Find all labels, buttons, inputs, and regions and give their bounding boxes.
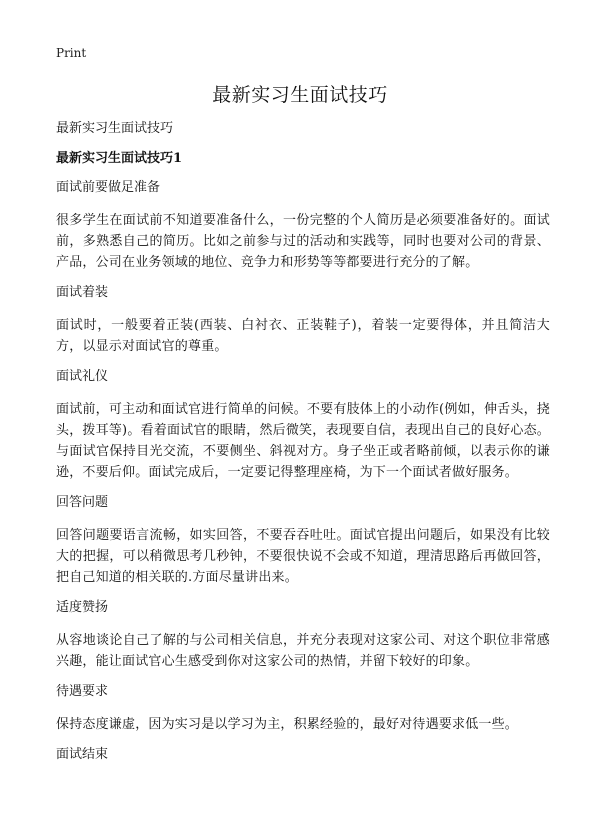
- section-heading-ending: 面试结束: [56, 747, 109, 762]
- section-body-attire: 面试时，一般要着正装(西装、白衬衣、正装鞋子)，着装一定要得体，并且简洁大方，以显示对面试官的尊重。: [56, 318, 550, 354]
- section-heading-answering: 回答问题: [56, 495, 109, 510]
- section-heading-etiquette: 面试礼仪: [56, 369, 109, 384]
- section-body-etiquette: 面试前，可主动和面试官进行简单的问候。不要有肢体上的小动作(例如，伸舌头，挠头，拨耳等)。看着面试官的眼睛，然后微笑，表现要自信，表现出自己的良好心态。与面试官保持目光交流，不要侧坐、斜视对方。身子坐正或者略前倾，以表示你的谦逊，不要后仰。面试完成后，一定要记得整理座椅，为下一个面试者做好服务。: [56, 402, 550, 480]
- print-link[interactable]: Print: [56, 46, 87, 60]
- section-body-praise: 从容地谈论自己了解的与公司相关信息，并充分表现对这家公司、对这个职位非常感兴趣，能让面试官心生感受到你对这家公司的热情，并留下较好的印象。: [56, 633, 550, 669]
- article-heading: 最新实习生面试技巧1: [56, 151, 183, 166]
- section-body-salary: 保持态度谦虚，因为实习是以学习为主，积累经验的，最好对待遇要求低一些。: [56, 717, 519, 732]
- page-title: 最新实习生面试技巧: [212, 84, 388, 106]
- section-heading-praise: 适度赞扬: [56, 600, 109, 615]
- section-body-answering: 回答问题要语言流畅，如实回答，不要吞吞吐吐。面试官提出问题后，如果没有比较大的把握，可以稍微思考几秒钟，不要很快说不会或不知道，理清思路后再做回答，把自己知道的相关联的.方面尽量讲出来。: [56, 528, 550, 585]
- article-content: [56, 118, 550, 777]
- section-body-preparation: 很多学生在面试前不知道要准备什么，一份完整的个人简历是必须要准备好的。面试前，多熟悉自己的简历。比如之前参与过的活动和实践等，同时也要对公司的背景、产品，公司在业务领域的地位、竞争力和形势等等都要进行充分的了解。: [56, 213, 550, 270]
- section-heading-preparation: 面试前要做足准备: [56, 180, 161, 195]
- section-heading-attire: 面试着装: [56, 285, 109, 300]
- section-heading-salary: 待遇要求: [56, 684, 109, 699]
- article-subtitle: 最新实习生面试技巧: [56, 121, 174, 136]
